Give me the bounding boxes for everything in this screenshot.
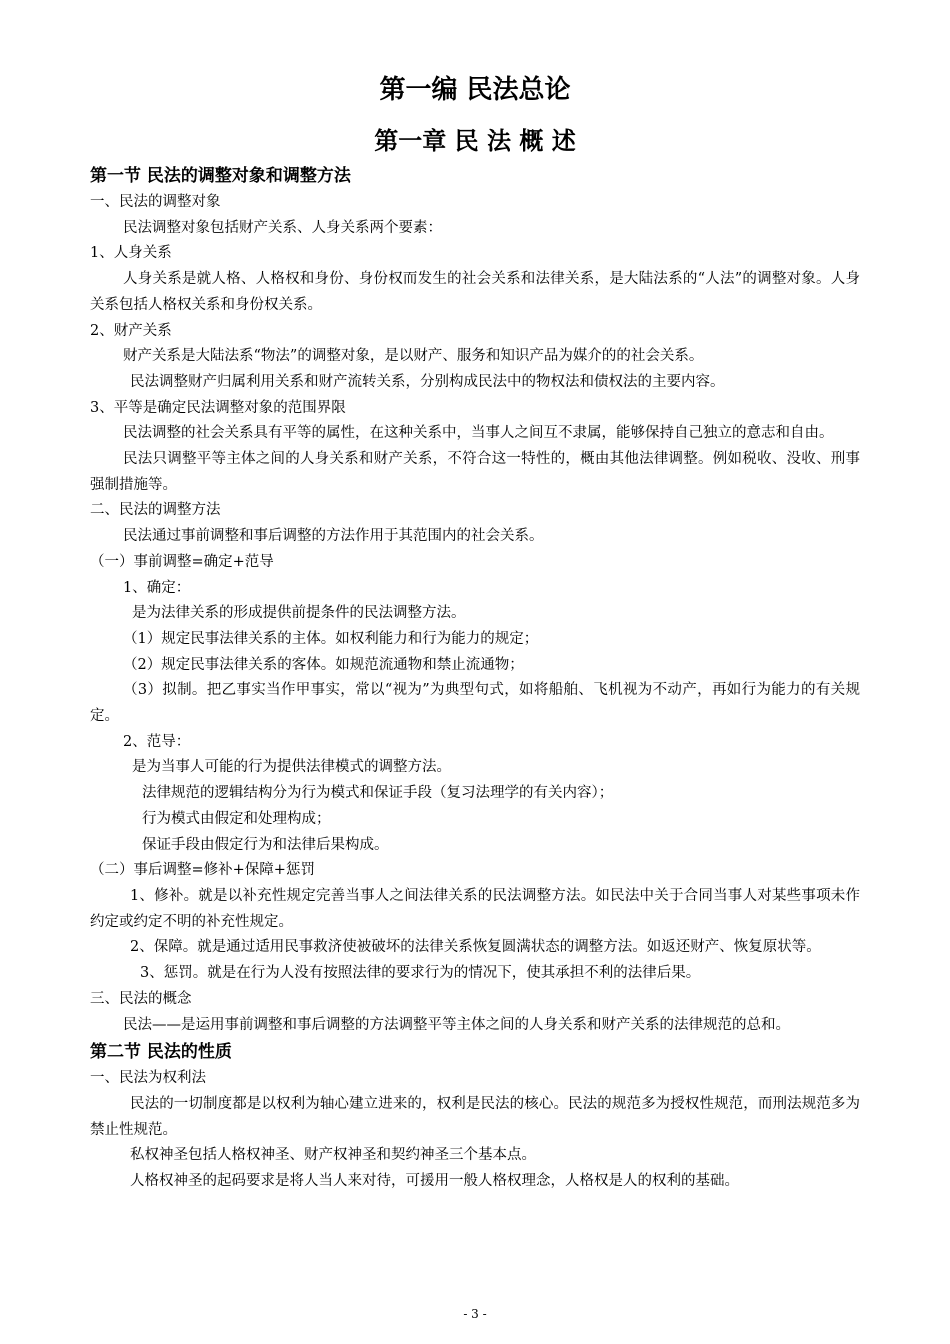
heading-level1: 二、民法的调整方法 bbox=[90, 502, 221, 519]
paragraph: 民法调整财产归属利用关系和财产流转关系，分别构成民法中的物权法和债权法的主要内容。 bbox=[130, 373, 725, 390]
document-body bbox=[90, 162, 860, 1195]
paragraph: 保证手段由假定行为和法律后果构成。 bbox=[142, 836, 389, 853]
heading-level1: 一、民法为权利法 bbox=[90, 1070, 206, 1087]
section-heading: 第二节 民法的性质 bbox=[90, 1042, 232, 1063]
paragraph: 人格权神圣的起码要求是将人当人来对待，可援用一般人格权理念，人格权是人的权利的基础。 bbox=[130, 1173, 739, 1190]
list-item: （2）规定民事法律关系的客体。如规范流通物和禁止流通物； bbox=[123, 656, 524, 673]
paragraph: 民法通过事前调整和事后调整的方法作用于其范围内的社会关系。 bbox=[123, 528, 544, 545]
paragraph: 法律规范的逻辑结构分为行为模式和保证手段（复习法理学的有关内容）； bbox=[142, 785, 614, 802]
paragraph: 民法调整对象包括财产关系、人身关系两个要素： bbox=[123, 219, 442, 236]
paragraph: 民法的一切制度都是以权利为轴心建立进来的，权利是民法的核心。民法的规范多为授权性规范，而刑法规范多为禁止性规范。 bbox=[90, 1095, 860, 1138]
heading-level4: 1、确定： bbox=[123, 579, 191, 596]
heading-level2: 1、人身关系 bbox=[90, 245, 172, 262]
paragraph: 民法——是运用事前调整和事后调整的方法调整平等主体之间的人身关系和财产关系的法律规范的总和。 bbox=[123, 1016, 790, 1033]
paragraph: 是为当事人可能的行为提供法律模式的调整方法。 bbox=[132, 759, 451, 776]
paragraph: 是为法律关系的形成提供前提条件的民法调整方法。 bbox=[132, 605, 466, 622]
chapter-title: 第一章 民 法 概 述 bbox=[374, 127, 576, 155]
list-item: 1、修补。就是以补充性规定完善当事人之间法律关系的民法调整方法。如民法中关于合同当事人对某些事项未作约定或约定不明的补充性规定。 bbox=[90, 887, 860, 930]
list-item: （1）规定民事法律关系的主体。如权利能力和行为能力的规定； bbox=[123, 630, 539, 647]
paragraph: 私权神圣包括人格权神圣、财产权神圣和契约神圣三个基本点。 bbox=[130, 1147, 536, 1164]
heading-level3: （二）事后调整=修补+保障+惩罚 bbox=[90, 862, 315, 879]
heading-level2: 2、财产关系 bbox=[90, 322, 172, 339]
paragraph: 行为模式由假定和处理构成； bbox=[142, 810, 331, 827]
paragraph: 民法调整的社会关系具有平等的属性，在这种关系中，当事人之间互不隶属，能够保持自己独立的意志和自由。 bbox=[123, 425, 834, 442]
heading-level1: 一、民法的调整对象 bbox=[90, 194, 221, 210]
list-item: （3）拟制。把乙事实当作甲事实，常以“视为”为典型句式，如将船舶、飞机视为不动产，再如行为能力的有关规定。 bbox=[90, 682, 860, 725]
section-heading: 第一节 民法的调整对象和调整方法 bbox=[90, 166, 351, 186]
paragraph: 人身关系是就人格、人格权和身份、身份权而发生的社会关系和法律关系，是大陆法系的“人法”的调整对象。人身关系包括人格权关系和身份权关系。 bbox=[90, 271, 860, 313]
heading-level2: 3、平等是确定民法调整对象的范围界限 bbox=[90, 399, 346, 416]
list-item: 3、惩罚。就是在行为人没有按照法律的要求行为的情况下，使其承担不利的法律后果。 bbox=[140, 965, 701, 982]
part-title: 第一编 民法总论 bbox=[379, 75, 571, 105]
heading-level4: 2、范导： bbox=[123, 733, 191, 750]
paragraph: 财产关系是大陆法系“物法”的调整对象，是以财产、服务和知识产品为媒介的的社会关系。 bbox=[123, 348, 704, 365]
page-number: - 3 - bbox=[463, 1307, 487, 1321]
paragraph: 民法只调整平等主体之间的人身关系和财产关系，不符合这一特性的，概由其他法律调整。例如税收、没收、刑事强制措施等。 bbox=[90, 451, 860, 493]
heading-level1: 三、民法的概念 bbox=[90, 990, 192, 1007]
list-item: 2、保障。就是通过适用民事救济使被破坏的法律关系恢复圆满状态的调整方法。如返还财产、恢复原状等。 bbox=[130, 939, 821, 956]
heading-level3: （一）事前调整=确定+范导 bbox=[90, 553, 274, 570]
